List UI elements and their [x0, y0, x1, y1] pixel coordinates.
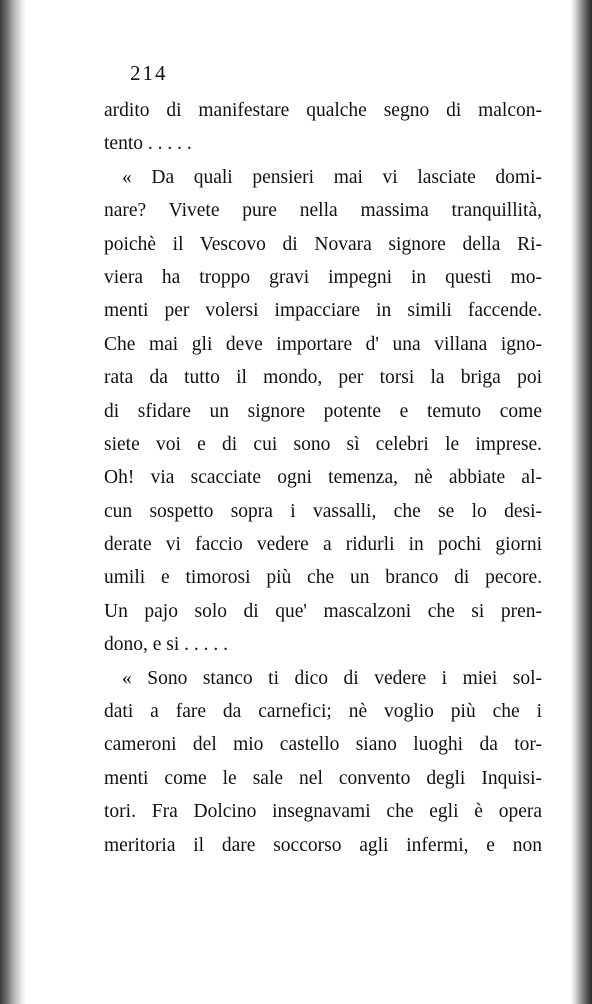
text-line: dati a fare da carnefici; nè voglio più che i [104, 701, 542, 723]
text-line: nare? Vivete pure nella massima tranquillità, [104, 200, 542, 222]
text-line: viera ha troppo gravi impegni in questi mo- [104, 266, 542, 288]
text-line: poichè il Vescovo di Novara signore della Ri- [104, 233, 542, 255]
text-line: menti come le sale nel convento degli Inquisi- [104, 767, 542, 789]
body-text [78, 94, 542, 862]
text-line: tento . . . . . [104, 133, 192, 155]
text-line: ardito di manifestare qualche segno di malcon- [104, 100, 542, 121]
text-line: Che mai gli deve importare d' una villana igno- [104, 333, 542, 355]
text-line: Un pajo solo di que' mascalzoni che si pren- [104, 600, 542, 622]
text-line: meritoria il dare soccorso agli infermi, e non [104, 834, 542, 856]
text-line: cameroni del mio castello siano luoghi da tor- [104, 734, 542, 756]
left-binding-shadow [0, 0, 26, 1004]
text-line: siete voi e di cui sono sì celebri le imprese. [104, 433, 542, 455]
page-number: 214 [130, 61, 168, 85]
right-page-edge-shadow [570, 0, 592, 1004]
text-line: di sfidare un signore potente e temuto come [104, 400, 542, 422]
text-line: « Sono stanco ti dico di vedere i miei sol- [122, 667, 542, 689]
book-page [78, 58, 542, 862]
text-line: Oh! via scacciate ogni temenza, nè abbiate al- [104, 467, 542, 489]
text-line: « Da quali pensieri mai vi lasciate domi- [122, 166, 542, 188]
text-line: umili e timorosi più che un branco di pecore. [104, 567, 542, 589]
text-line: dono, e si . . . . . [104, 634, 229, 656]
text-line: derate vi faccio vedere a ridurli in pochi giorni [104, 534, 542, 556]
text-line: cun sospetto sopra i vassalli, che se lo desi- [104, 500, 542, 522]
text-line: menti per volersi impacciare in simili faccende. [104, 300, 542, 322]
text-line: rata da tutto il mondo, per torsi la briga poi [104, 367, 542, 389]
text-line: tori. Fra Dolcino insegnavami che egli è opera [104, 801, 542, 823]
